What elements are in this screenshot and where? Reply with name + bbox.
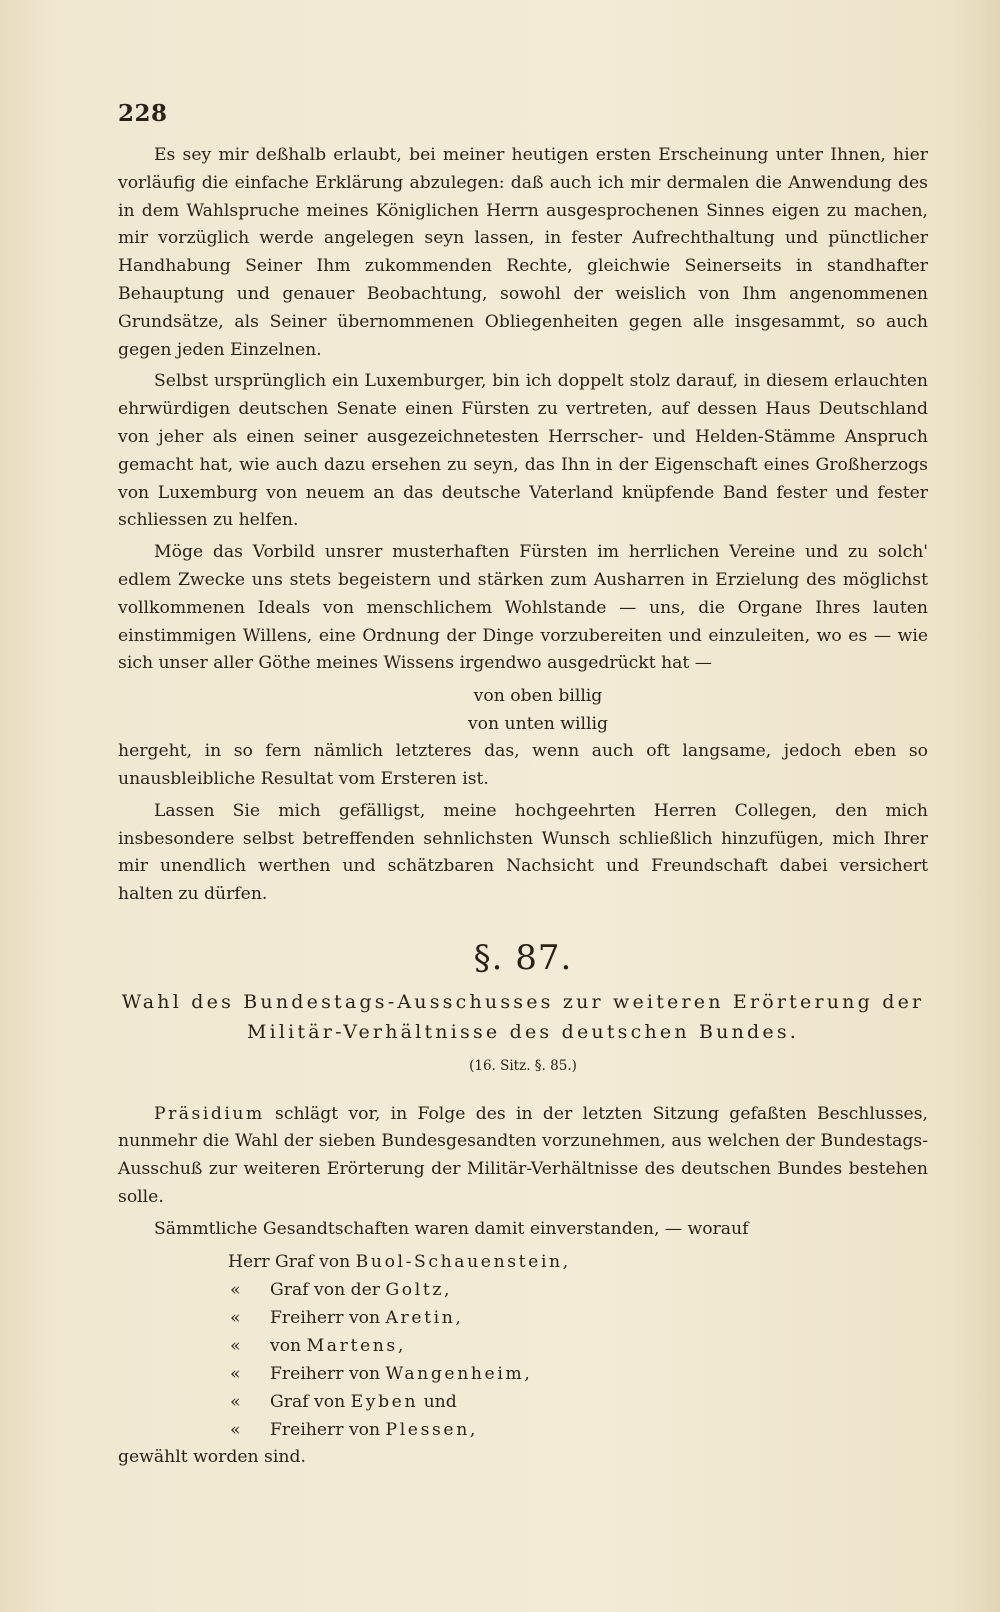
ditto-mark: « [230,1307,241,1328]
list-item: « von Martens, [118,1332,928,1360]
member-list [118,1248,928,1444]
member-name: Wangenheim [385,1363,525,1384]
verse-line-1: von oben billig [473,686,603,707]
member-name: Buol-Schauenstein [355,1251,563,1272]
paragraph-continuation: hergeht, in so fern nämlich letzteres das, wenn auch oft langsame, jedoch eben so unausbleibliche Resultat vom Ersteren ist. [118,741,928,789]
paragraph-3: Möge das Vorbild unsrer musterhaften Fürsten im herrlichen Vereine und zu solch' edlem Zwecke uns stets begeistern und stärken zum Ausharren in Erzielung des möglichst vollkommenen Ideals von menschlichem Wohlstande — uns, die Organe Ihres lauten einstimmigen Willens, eine Ordnung der Dinge vorzubereiten und einzuleiten, wo es — wie sich unser aller Göthe meines Wissens irgendwo ausgedrückt hat — [118,542,928,674]
page-number: 228 [118,100,168,127]
presidium-paragraph [118,1101,928,1212]
paragraph-closing: Lassen Sie mich gefälligst, meine hochgeehrten Herren Collegen, den mich insbesondere selbst betreffenden sehnlichsten Wunsch schließlich hinzufügen, mich Ihrer mir unendlich werthen und schätzbaren Nachsicht und Freundschaft dabei versichert halten zu dürfen. [118,800,928,905]
member-name: Plessen [385,1419,470,1440]
section-title-line-1: Wahl des Bundestags-Ausschusses zur weiteren Erörterung der [121,990,925,1013]
list-item: Herr Graf von Buol-Schauenstein, [228,1251,569,1272]
paragraph-2: Selbst ursprünglich ein Luxemburger, bin ich doppelt stolz darauf, in diesem erlauchten ehrwürdigen deutschen Senate einen Fürsten zu vertreten, auf dessen Haus Deutschland von jeher als einen seiner ausgezeichnetesten Herrscher- und Helden-Stämme Anspruch gemacht hat, wie auch dazu ersehen zu seyn, das Ihn in der Eigenschaft eines Großherzogs von Luxemburg von neuem an das deutsche Vaterland knüpfende Band fester und fester schliessen zu helfen. [118,371,928,531]
ditto-mark: « [230,1279,241,1300]
final-line: gewählt worden sind. [118,1446,306,1467]
list-item: « Freiherr von Aretin, [118,1304,928,1332]
list-item: « Graf von der Goltz, [118,1276,928,1304]
presidium-label: Präsidium [154,1103,265,1124]
list-item: « Graf von Eyben und [118,1388,928,1416]
member-name: Goltz [385,1279,445,1300]
section-title-line-2: Militär-Verhältnisse des deutschen Bundes. [246,1020,800,1043]
section-number: §. 87. [473,937,573,978]
presidium-text: schlägt vor, in Folge des in der letzten Sitzung gefaßten Beschlusses, nunmehr die Wahl der sieben Bundesgesandten vorzunehmen, aus welchen der Bundestags-Ausschuß zur weiteren Erörterung der Militär-Verhältnisse des deutschen Bundes bestehen solle. [118,1103,928,1207]
ditto-mark: « [230,1335,241,1356]
paragraph-1: Es sey mir deßhalb erlaubt, bei meiner heutigen ersten Erscheinung unter Ihnen, hier vorläufig die einfache Erklärung abzulegen: daß auch ich mir dermalen die Anwendung des in dem Wahlspruche meines Königlichen Herrn ausgesprochenen Sinnes eigen zu machen, mir vorzüglich werde angelegen seyn lassen, in fester Aufrechthaltung und pünctlicher Handhabung Seiner Ihm zukommenden Rechte, gleichwie Seinerseits in standhafter Behauptung und genauer Beobachtung, sowohl der weislich von Ihm angenommenen Grundsätze, als Seiner übernommenen Obliegenheiten gegen alle insgesammt, so auch gegen jeden Einzelnen. [118,145,928,360]
ditto-mark: « [230,1419,241,1440]
list-item: « Freiherr von Plessen, [118,1416,928,1444]
body-text [118,142,928,1475]
member-name: Martens [306,1335,398,1356]
member-name: Eyben [350,1391,419,1412]
member-name: Aretin [385,1307,456,1328]
section-reference: (16. Sitz. §. 85.) [469,1057,577,1074]
agreement-paragraph: Sämmtliche Gesandtschaften waren damit einverstanden, — worauf [154,1218,749,1239]
verse-line-2: von unten willig [467,714,609,735]
ditto-mark: « [230,1363,241,1384]
list-item: « Freiherr von Wangenheim, [118,1360,928,1388]
ditto-mark: « [230,1391,241,1412]
